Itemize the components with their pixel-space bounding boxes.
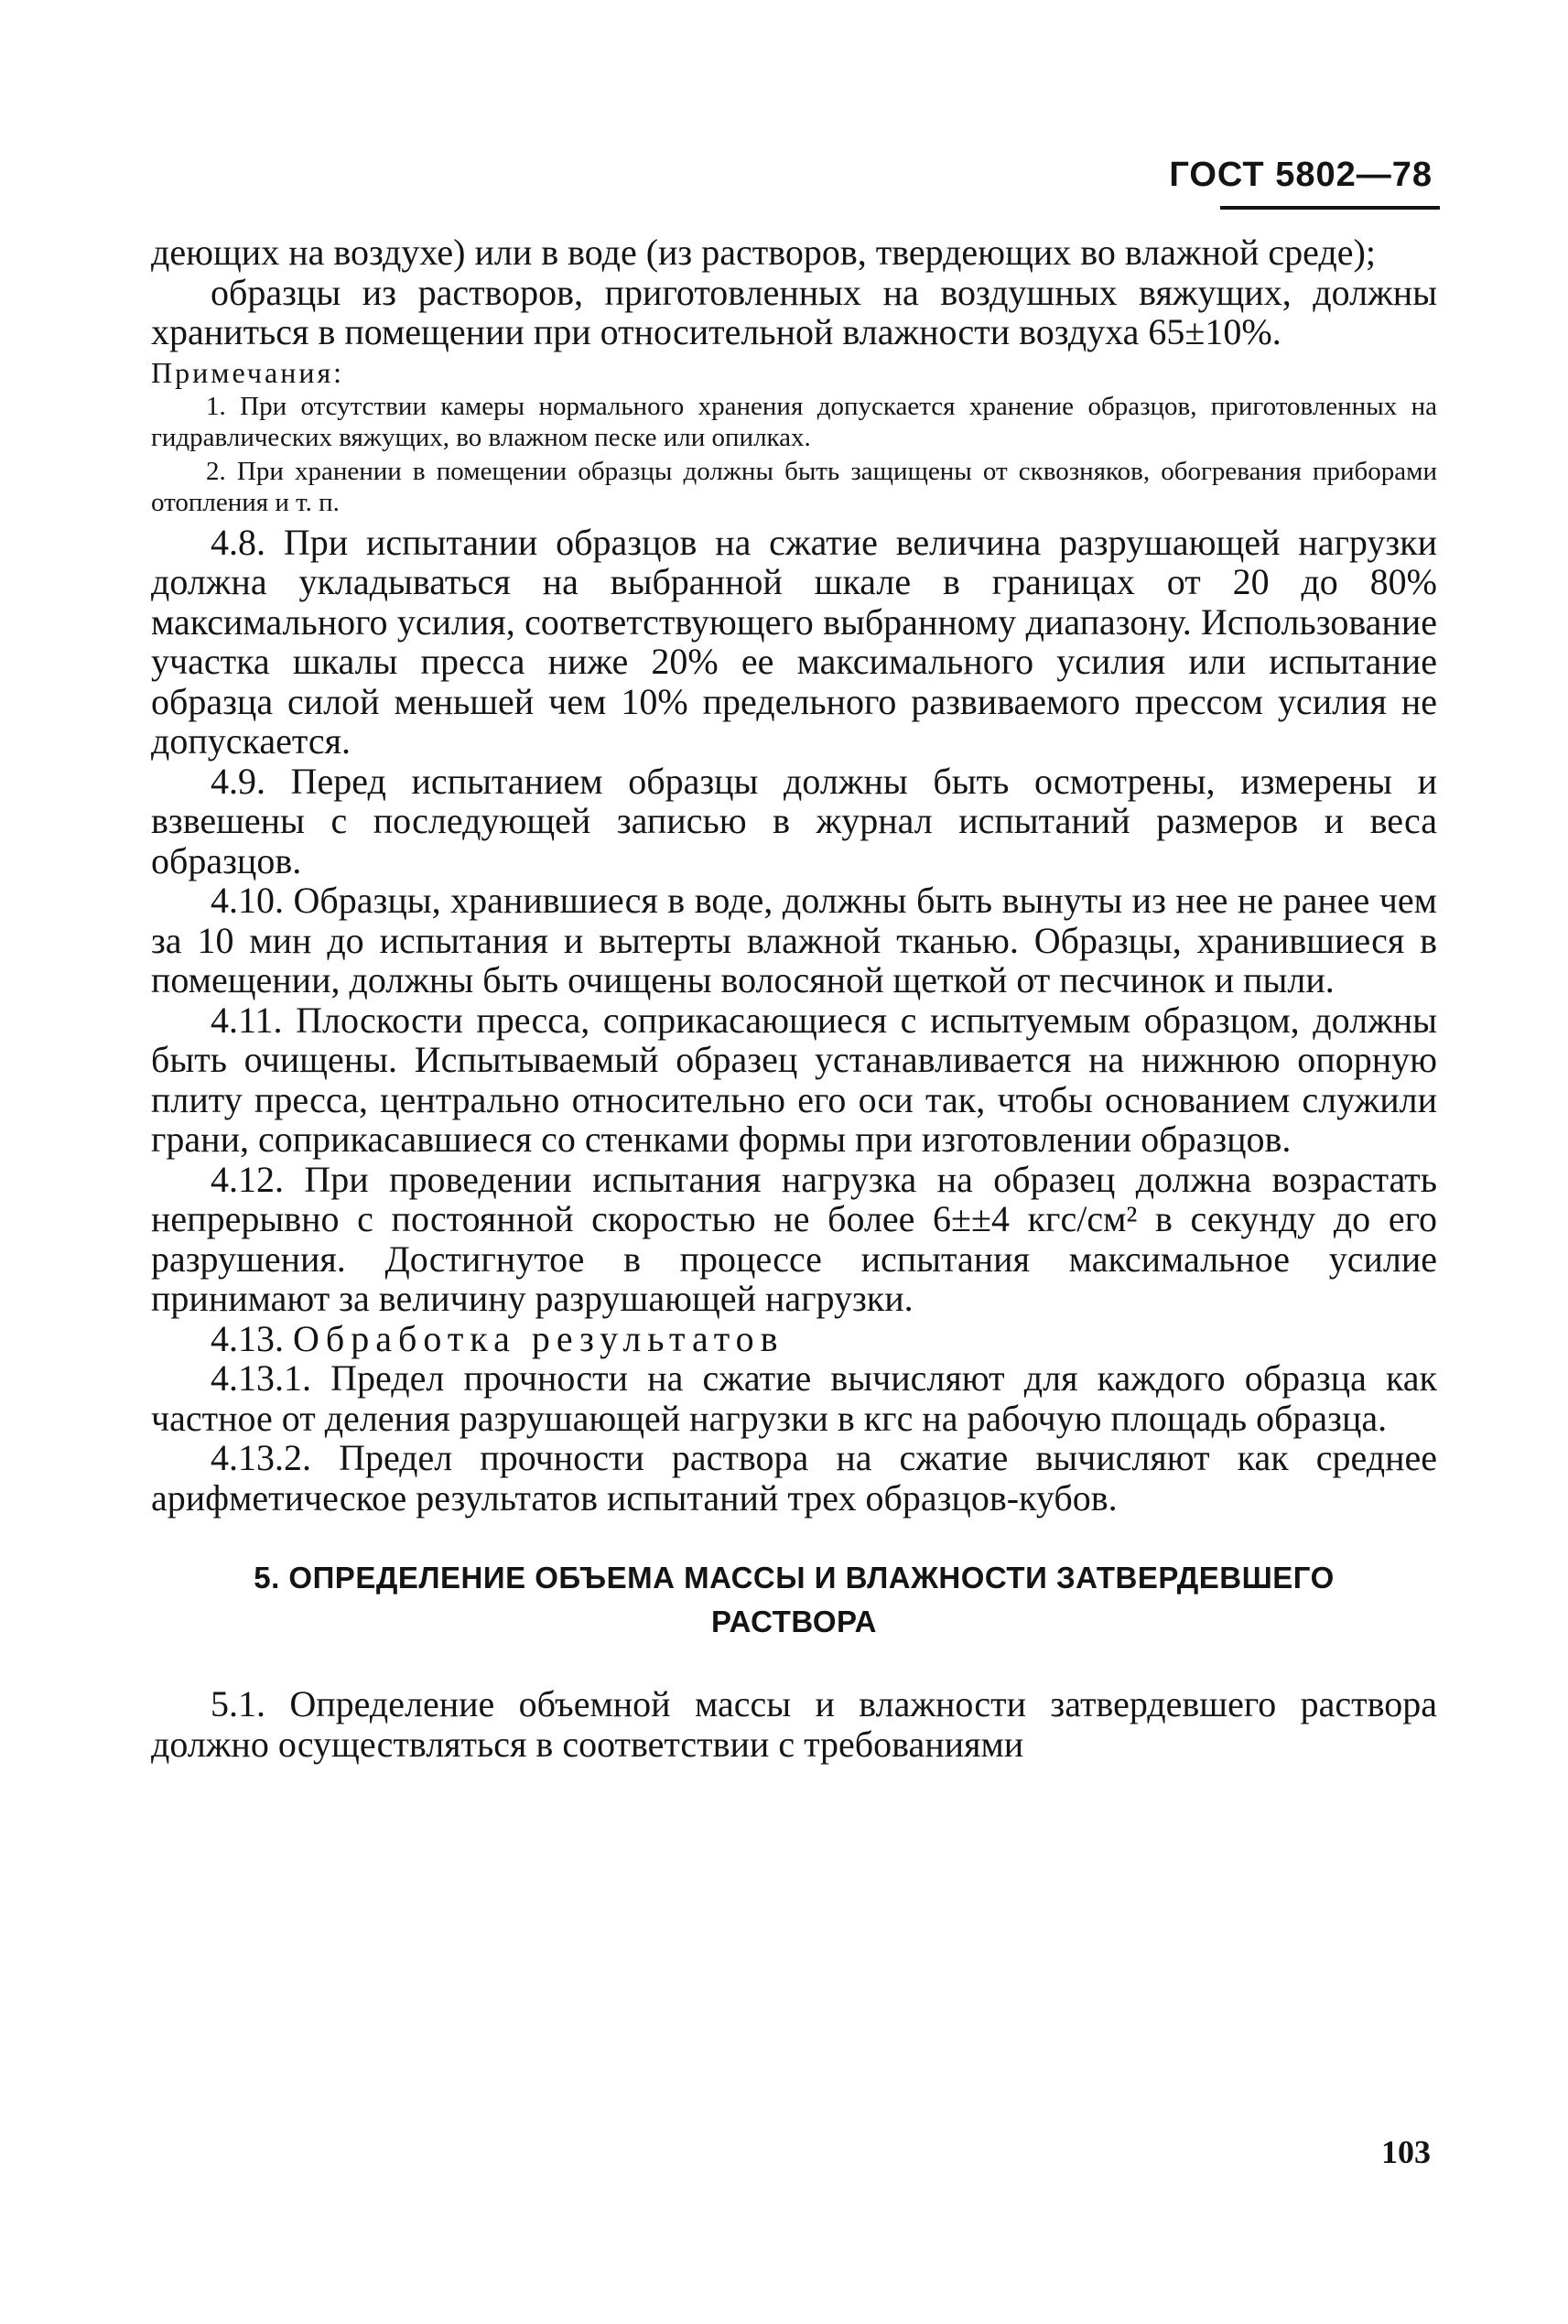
note-2: 2. При хранении в помещении образцы должны быть защищены от сквозняков, обогревания приборами отопления и т. п. — [151, 456, 1437, 517]
clause-4-13-number: 4.13. — [211, 1317, 284, 1359]
notes-block — [151, 354, 1437, 519]
running-header: ГОСТ 5802—78 — [1169, 156, 1433, 194]
clause-4-8: 4.8. При испытании образцов на сжатие величина разрушающей нагрузки должна укладываться на выбранной шкале в границах от 20 до 80% максимального усилия, соответствующего выбранному диапазону. Использование участка шкалы пресса ниже 20% ее максимального усилия или испытание образца силой меньшей чем 10% предельного развиваемого прессом усилия не допускается. — [151, 521, 1437, 762]
clause-4-13-2: 4.13.2. Предел прочности раствора на сжатие вычисляют как среднее арифметическое результатов испытаний трех образцов-кубов. — [151, 1437, 1437, 1519]
body-text — [151, 232, 1437, 1764]
clause-4-12: 4.12. При проведении испытания нагрузка на образец должна возрастать непрерывно с постоянной скоростью не более 6±±4 кгс/см² в секунду до его разрушения. Достигнутое в процессе испытания максимальное усилие принимают за величину разрушающей нагрузки. — [151, 1158, 1437, 1319]
clause-4-13-title: Обработка результатов — [293, 1317, 784, 1359]
clause-4-11: 4.11. Плоскости пресса, соприкасающиеся с испытуемым образцом, должны быть очищены. Испытываемый образец устанавливается на нижнюю опорную плиту пресса, центрально относительно его оси так, чтобы основанием служили грани, соприкасавшиеся со стенками формы при изготовлении образцов. — [151, 999, 1437, 1160]
section-5-title: 5. ОПРЕДЕЛЕНИЕ ОБЪЕМА МАССЫ И ВЛАЖНОСТИ ЗАТВЕРДЕВШЕГО РАСТВОРА — [254, 1561, 1335, 1638]
notes-title: Примечания: — [151, 355, 345, 389]
clause-5-1: 5.1. Определение объемной массы и влажности затвердевшего раствора должно осуществляться в соответствии с требованиями — [151, 1683, 1437, 1765]
clause-4-9: 4.9. Перед испытанием образцы должны быть осмотрены, измерены и взвешены с последующей записью в журнал испытаний размеров и веса образцов. — [151, 760, 1437, 881]
note-1: 1. При отсутствии камеры нормального хранения допускается хранение образцов, приготовленных на гидравлических вяжущих, во влажном песке или опилках. — [151, 391, 1437, 452]
clause-4-13-heading — [151, 1319, 1437, 1359]
clause-4-10: 4.10. Образцы, хранившиеся в воде, должны быть вынуты из нее не ранее чем за 10 мин до испытания и вытерты влажной тканью. Образцы, хранившиеся в помещении, должны быть очищены волосяной щеткой от песчинок и пыли. — [151, 880, 1437, 1000]
clause-4-13-1: 4.13.1. Предел прочности на сжатие вычисляют для каждого образца как частное от деления разрушающей нагрузки в кгс на рабочую площадь образца. — [151, 1357, 1437, 1439]
paragraph-air-binders: образцы из растворов, приготовленных на воздушных вяжущих, должны храниться в помещении при относительной влажности воздуха 65±10%. — [151, 271, 1437, 352]
paragraph-continuation: деющих на воздухе) или в воде (из растворов, твердеющих во влажной среде); — [151, 232, 1376, 273]
page-number: 103 — [1381, 2134, 1431, 2170]
header-rule — [1220, 206, 1440, 210]
